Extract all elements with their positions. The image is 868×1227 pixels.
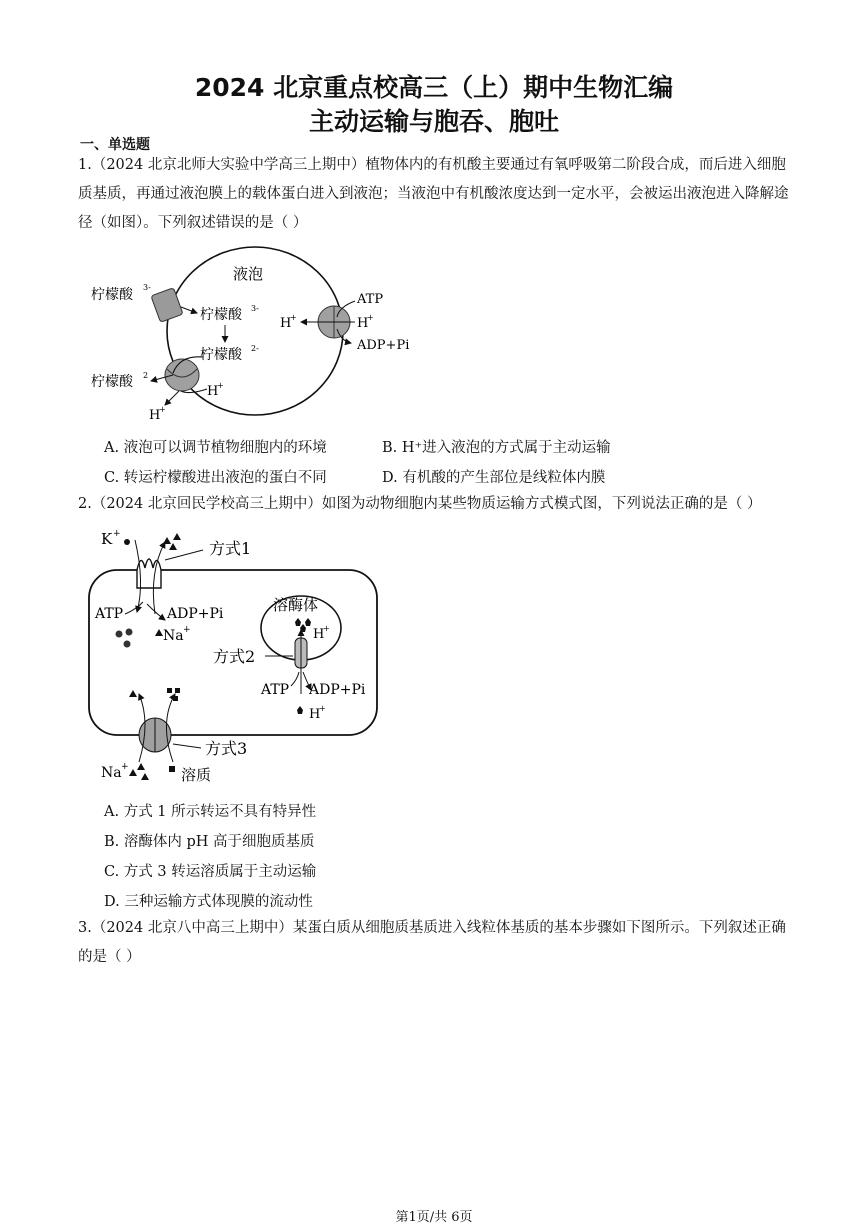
h2-label: H xyxy=(309,707,321,722)
citrate2-in-label: 柠檬酸 xyxy=(200,347,242,363)
question-3-text: 3.（2024 北京八中高三上期中）某蛋白质从细胞质基质进入线粒体基质的基本步骤如下图所示。下列叙述正确的是（ ） xyxy=(78,920,786,965)
question-2-text: 2.（2024 北京回民学校高三上期中）如图为动物细胞内某些物质运输方式模式图，下列说法正确的是（ ） xyxy=(78,496,762,512)
svg-text:+: + xyxy=(121,762,129,772)
lysosome-label: 溶酶体 xyxy=(273,596,319,614)
q2-option-c: C. 方式 3 转运溶质属于主动运输 xyxy=(104,864,317,880)
h-out-label: H xyxy=(149,408,161,423)
way3-pointer xyxy=(173,744,201,748)
citrate3-in-label: 柠檬酸 xyxy=(200,307,242,323)
way1-pointer xyxy=(165,550,203,560)
h-in-label: H xyxy=(207,384,219,399)
k-label: K xyxy=(101,530,113,548)
citrate3-out-label: 柠檬酸 xyxy=(91,287,133,303)
atp1-label: ATP xyxy=(95,606,124,622)
q2-option-b: B. 溶酶体内 pH 高于细胞质基质 xyxy=(104,834,315,850)
h-right-label: H xyxy=(357,316,369,331)
h1-label: H xyxy=(313,627,325,642)
citrate2-out-sup: 2 xyxy=(143,371,149,380)
q1-option-b: B. H⁺进入液泡的方式属于主动运输 xyxy=(382,440,611,456)
vacuole-label: 液泡 xyxy=(233,265,264,283)
q1-option-a: A. 液泡可以调节植物细胞内的环境 xyxy=(104,440,327,456)
atp2-label: ATP xyxy=(261,682,290,698)
svg-text:+: + xyxy=(183,625,191,635)
citrate3-out-sup: 3- xyxy=(143,283,151,292)
citrate3-transporter xyxy=(151,288,183,323)
way3-label: 方式3 xyxy=(205,739,248,758)
question-2-figure xyxy=(85,522,385,787)
q1-option-d: D. 有机酸的产生部位是线粒体内膜 xyxy=(382,470,606,486)
page-subtitle: 主动运输与胞吞、胞吐 xyxy=(308,107,559,136)
arrow-citrate3-in xyxy=(181,307,197,313)
na1-label: Na xyxy=(163,628,184,644)
svg-text:+: + xyxy=(290,313,297,322)
q1-option-c: C. 转运柠檬酸进出液泡的蛋白不同 xyxy=(104,470,327,486)
page-title: 2024 北京重点校高三（上）期中生物汇编 xyxy=(194,73,674,102)
way1-label: 方式1 xyxy=(209,539,252,558)
citrate3-in-sup: 3- xyxy=(251,304,259,313)
arrow-h-out xyxy=(165,391,179,405)
h-left-label: H xyxy=(280,316,292,331)
adp-label: ADP+Pi xyxy=(357,338,410,353)
svg-text:+: + xyxy=(159,405,166,414)
page-footer: 第1页/共 6页 xyxy=(395,1210,473,1225)
adp2-label: ADP+Pi xyxy=(309,682,366,698)
section-heading: 一、单选题 xyxy=(80,137,150,153)
question-1-figure xyxy=(85,245,425,425)
svg-text:+: + xyxy=(367,313,374,322)
na2-label: Na xyxy=(101,765,122,781)
citrate2-in-sup: 2- xyxy=(251,344,259,353)
q2-option-a: A. 方式 1 所示转运不具有特异性 xyxy=(104,804,317,820)
atp-label: ATP xyxy=(357,292,384,307)
svg-text:+: + xyxy=(319,704,326,713)
citrate2-out-label: 柠檬酸 xyxy=(91,374,133,390)
solute-label: 溶质 xyxy=(181,766,212,784)
adp1-label: ADP+Pi xyxy=(167,606,224,622)
q2-option-d: D. 三种运输方式体现膜的流动性 xyxy=(104,894,313,910)
way2-label: 方式2 xyxy=(213,647,256,666)
svg-text:+: + xyxy=(217,381,224,390)
citrate2-exporter xyxy=(165,359,199,391)
svg-text:+: + xyxy=(113,529,121,539)
svg-text:+: + xyxy=(323,624,330,633)
question-1-text: 1.（2024 北京北师大实验中学高三上期中）植物体内的有机酸主要通过有氧呼吸第二阶段合成，而后进入细胞质基质，再通过液泡膜上的载体蛋白进入到液泡；当液泡中有机酸浓度达到一定水平，会被运出液泡进入降解途径（如图）。下列叙述错误的是（ ） xyxy=(78,157,789,231)
